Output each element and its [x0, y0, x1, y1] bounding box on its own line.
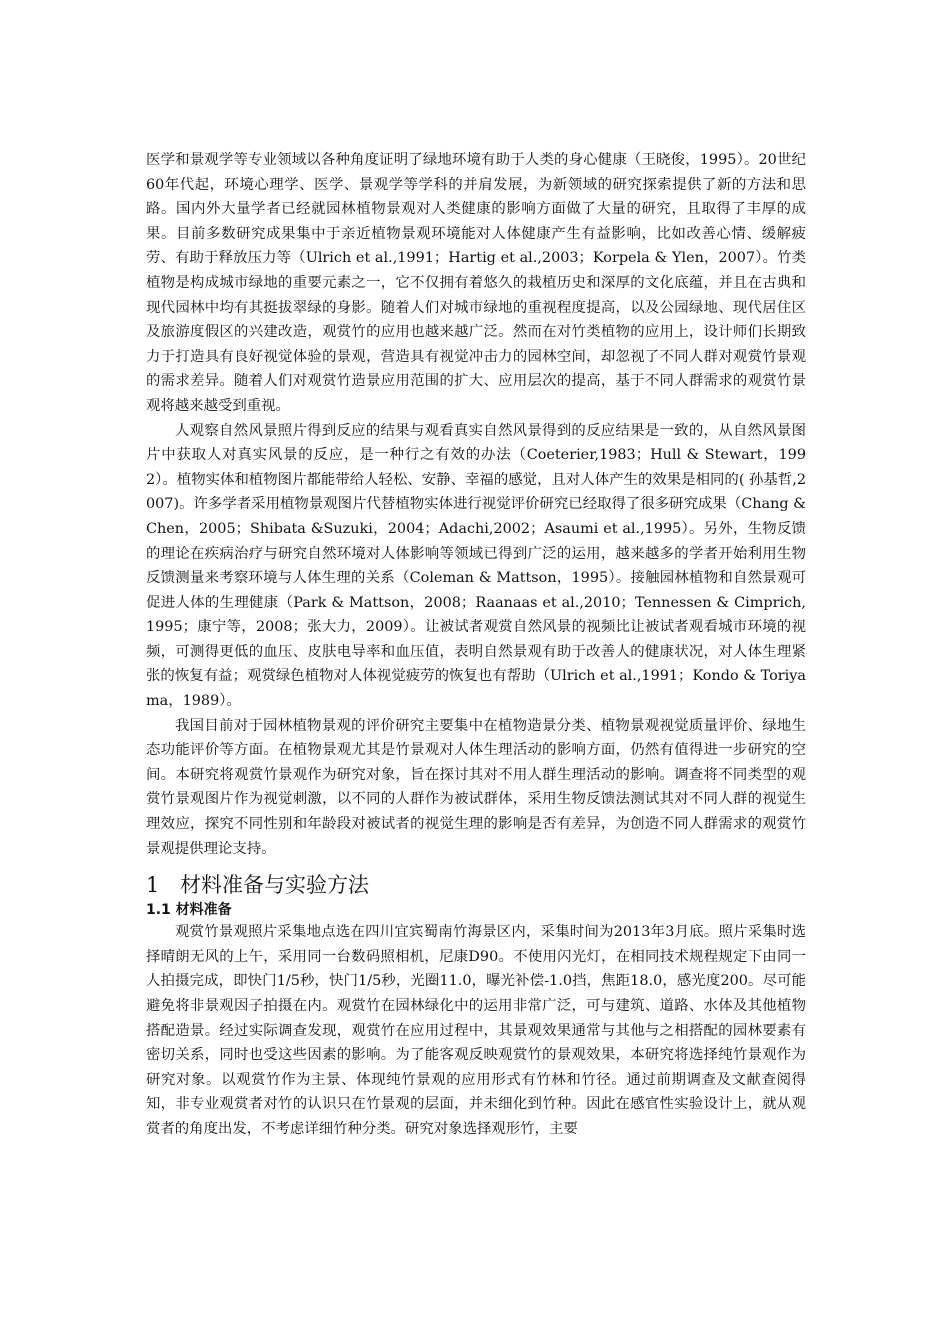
- document-page: [146, 148, 806, 1142]
- paragraph-intro-continued: 医学和景观学等专业领域以各种角度证明了绿地环境有助于人类的身心健康（王晓俊，1995）。20世纪60年代起，环境心理学、医学、景观学等学科的并肩发展，为新领域的研究探索提供了新的方法和思路。国内外大量学者已经就园林植物景观对人类健康的影响方面做了大量的研究，且取得了丰厚的成果。目前多数研究成果集中于亲近植物景观环境能对人体健康产生有益影响，比如改善心情、缓解疲劳、有助于释放压力等（Ulrich et al.,1991；Hartig et al.,2003；Korpela & Ylen，2007）。竹类植物是构成城市绿地的重要元素之一，它不仅拥有着悠久的栽植历史和深厚的文化底蕴，并且在古典和现代园林中均有其挺拔翠绿的身影。随着人们对城市绿地的重视程度提高，以及公园绿地、现代居住区及旅游度假区的兴建改造，观赏竹的应用也越来越广泛。然而在对竹类植物的应用上，设计师们长期致力于打造具有良好视觉体验的景观，营造具有视觉冲击力的园林空间，却忽视了不同人群对观赏竹景观的需求差异。随着人们对观赏竹造景应用范围的扩大、应用层次的提高，基于不同人群需求的观赏竹景观将越来越受到重视。: [146, 152, 806, 414]
- paragraph-photo-research: 人观察自然风景照片得到反应的结果与观看真实自然风景得到的反应结果是一致的，从自然风景图片中获取人对真实风景的反应，是一种行之有效的办法（Coeterier,1983；Hull & Stewart，1992）。植物实体和植物图片都能带给人轻松、安静、幸福的感觉，且对人体产生的效果是相同的( 孙基哲,2007)。许多学者采用植物景观图片代替植物实体进行视觉评价研究已经取得了很多研究成果（Chang & Chen，2005；Shibata &Suzuki，2004；Adachi,2002；Asaumi et al.,1995）。另外，生物反馈的理论在疾病治疗与研究自然环境对人体影响等领域已得到广泛的运用，越来越多的学者开始利用生物反馈测量来考察环境与人体生理的关系（Coleman & Mattson，1995）。接触园林植物和自然景观可促进人体的生理健康（Park & Mattson，2008；Raanaas et al.,2010；Tennessen & Cimprich,1995；康宁等，2008；张大力，2009）。让被试者观赏自然风景的视频比让被试者观看城市环境的视频，可测得更低的血压、皮肤电导率和血压值，表明自然景观有助于改善人的健康状况，对人体生理紧张的恢复有益；观赏绿色植物对人体视觉疲劳的恢复也有帮助（Ulrich et al.,1991；Kondo & Toriyama，1989）。: [146, 422, 806, 710]
- paragraph-material-preparation: 观赏竹景观照片采集地点选在四川宜宾蜀南竹海景区内，采集时间为2013年3月底。照片采集时选择晴朗无风的上午，采用同一台数码照相机，尼康D90。不使用闪光灯，在相同技术规程规定下由同一人拍摄完成，即快门1/5秒，快门1/5秒，光圈11.0，曝光补偿-1.0挡，焦距18.0，感光度200。尽可能避免将非景观因子拍摄在内。观赏竹在园林绿化中的运用非常广泛，可与建筑、道路、水体及其他植物搭配造景。经过实际调查发现，观赏竹在应用过程中，其景观效果通常与其他与之相搭配的园林要素有密切关系，同时也受这些因素的影响。为了能客观反映观赏竹的景观效果，本研究将选择纯竹景观作为研究对象。以观赏竹作为主景、体现纯竹景观的应用形式有竹林和竹径。通过前期调查及文献查阅得知，非专业观赏者对竹的认识只在竹景观的层面，并未细化到竹种。因此在感官性实验设计上，就从观赏者的角度出发，不考虑详细竹种分类。研究对象选择观形竹，主要: [146, 924, 806, 1137]
- subsection-heading-material-preparation: 1.1 材料准备: [146, 902, 232, 919]
- paragraph-research-aim: 我国目前对于园林植物景观的评价研究主要集中在植物造景分类、植物景观视觉质量评价、绿地生态功能评价等方面。在植物景观尤其是竹景观对人体生理活动的影响方面，仍然有值得进一步研究的空间。本研究将观赏竹景观作为研究对象，旨在探讨其对不用人群生理活动的影响。调查将不同类型的观赏竹景观图片作为视觉刺激，以不同的人群作为被试群体，采用生物反馈法测试其对不同人群的视觉生理效应，探究不同性别和年龄段对被试者的视觉生理的影响是否有差异，为创造不同人群需求的观赏竹景观提供理论支持。: [146, 717, 806, 857]
- section-heading-materials-methods: 1 材料准备与实验方法: [146, 873, 370, 898]
